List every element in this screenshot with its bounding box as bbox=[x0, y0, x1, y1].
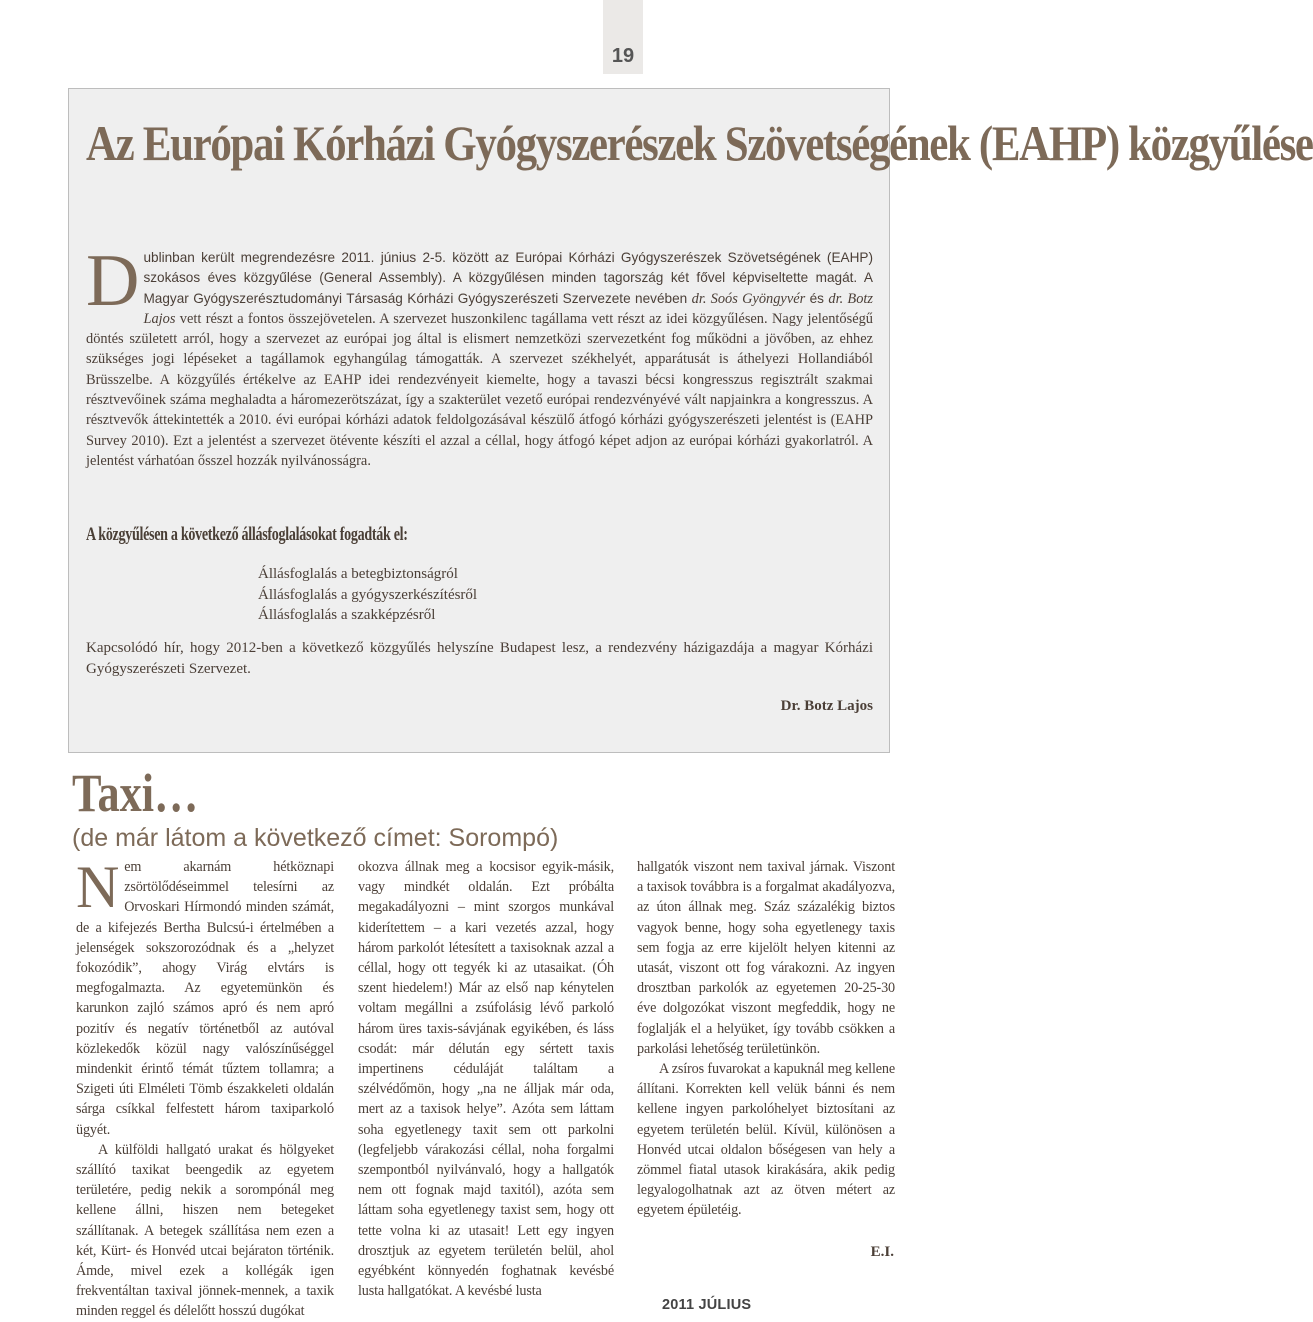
column-3: hallgatók viszont nem taxival járnak. Viszont a taxisok továbbra is a forgalmat akadályozva, az úton állnak meg. Száz százalékig biztos vagyok benne, hogy soha egyetlenegy taxis sem fogja az erre kijelölt helyen kitenni az utasát, viszont ott fog várakozni. Az ingyen drosztban parkolók az egyetemen 20-25-30 éve dolgozókat viszont megfeddik, hogy ne foglalják el a helyüket, így tovább csökken a parkolási lehetőség területünkön. A zsíros fuvarokat a kapuknál meg kellene állítani. Korrekten kell velük bánni és nem kellene ingyen parkolóhelyet biztosítani az egyetem területén belül. Kívül, különösen a Honvéd utcai oldalon bőségesen van hely a zömmel fiatal utasok kirakására, akik pedig legyalogolhatnak azt az ötven métert az egyetem épületéig. bbox=[637, 859, 895, 1219]
taxi-signature: E.I. bbox=[870, 1244, 894, 1260]
article-signature: Dr. Botz Lajos bbox=[780, 698, 873, 714]
column-2: okozva állnak meg a kocsisor egyik-másik, vagy mindkét oldalán. Ezt próbálta megakadályozni – mint szorgos munkával kiderítettem – a kari vezetés azzal, hogy három parkolót létesített a taxisoknak azzal a céllal, hogy ott tegyék ki az utasaikat. (Óh szent hiedelem!) Már az első nap kénytelen voltam megállni a zsúfolásig lévő parkoló három üres taxis-sávjának egyikében, és láss csodát: már délután egy sértett taxis impertinens céduláját találtam a szélvédőmön, hogy „na ne álljak már oda, mert az a taxisok helye”. Azóta sem láttam soha egyetlenegy taxit sem ott parkolni (legfeljebb várakozási céllal, noha forgalmi szempontból nyilvánvaló, hogy a hallgatók nem ott fognak majd taxitól), azóta sem láttam soha egyetlenegy taxist sem, hogy ott tette volna ki az utasait! Lett egy ingyen drosztjuk az egyetem területén belül, ahol egyébként könnyedén foghatnak kevésbé lusta hallgatókat. A kevésbé lusta bbox=[358, 859, 614, 1300]
article-intro: Dublinban került megrendezésre 2011. június 2-5. között az Európai Kórházi Gyógyszerészek Szövetségének (EAHP) szokásos éves közgyűlése (General Assembly). A közgyűlésen minden tagország két fővel képviseltette magát. A Magyar Gyógyszerésztudományi Társaság Kórházi Gyógyszerészeti Szervezete nevében dr. Soós Gyöngyvér és dr. Botz Lajos vett részt a fontos összejövetelen. A szervezet huszonkilenc tagállama vett részt az idei közgyűlésen. Nagy jelentőségű döntés született arról, hogy a szervezet az európai jog által is elismert nemzetközi szervezetként fog működni a jövőben, az ehhez szükséges jogi lépéseket a tagállamok egyhangúlag támogatták. A szervezet székhelyét, apparátusát is áthelyezi Hollandiából Brüsszelbe. A közgyűlés értékelve az EAHP idei rendezvényeit kiemelte, hogy a tavaszi bécsi kongresszus regisztrált szakmai résztvevőinek száma meghaladta a háromezerötszázat, így a szakterület vezető európai rendezvényévé vált napjainkra a kongresszus. A résztvevők áttekintették a 2010. évi európai kórházi adatok feldolgozásával készülő átfogó kórházi gyógyszerészeti jelentést is (EAHP Survey 2010). Ezt a jelentést a szervezet ötévente készíti el azzal a céllal, hogy átfogó képet adjon az európai kórházi gyakorlatról. A jelentést várhatóan ősszel hozzák nyilvánosságra. bbox=[86, 240, 873, 469]
taxi-subtitle: (de már látom a következő címet: Sorompó) bbox=[72, 824, 559, 852]
article-title: Az Európai Kórházi Gyógyszerészek Szövetségének (EAHP) közgyűlése bbox=[86, 115, 1313, 171]
resolutions-list bbox=[258, 564, 477, 626]
author-name: dr. Botz Lajos bbox=[143, 290, 873, 327]
drop-cap: N bbox=[76, 854, 120, 920]
drop-cap: D bbox=[86, 240, 140, 322]
page-number: 19 bbox=[603, 0, 643, 74]
resolutions-heading: A közgyűlésen a következő állásfoglalásokat fogadták el: bbox=[86, 524, 408, 545]
related-news: Kapcsolódó hír, hogy 2012-ben a következő közgyűlés helyszíne Budapest lesz, a rendezvény házigazdája a magyar Kórházi Gyógyszerészeti Szervezet. bbox=[86, 640, 873, 677]
list-item: Állásfoglalás a szakképzésről bbox=[258, 607, 436, 623]
footer-date: 2011 JÚLIUS bbox=[662, 1297, 752, 1313]
author-name: dr. Soós Gyöngyvér bbox=[691, 290, 806, 307]
list-item: Állásfoglalás a gyógyszerkészítésről bbox=[258, 586, 478, 603]
list-item: Állásfoglalás a betegbiztonságról bbox=[258, 566, 458, 582]
column-1: Nem akarnám hétköznapi zsörtölődéseimmel telesírni az Orvoskari Hírmondó minden számát, de a kifejezés Bertha Bulcsú-i értelmében a jelenségek sokszorozódnak és a „helyzet fokozódik”, ahogy Virág elvtárs is megfogalmazta. Az egyetemünkön és karunkon zajló számos apró és nem apró pozitív és negatív történetből az autóval közlekedők közül nagy valószínűséggel mindenkit érintő témát tűztem tollamra; a Szigeti úti Elméleti Tömb északkeleti oldalán sárga csíkkal felfestett három taxiparkoló ügyét. A külföldi hallgató urakat és hölgyeket szállító taxikat beengedik az egyetem területére, pedig nekik a sorompónál meg kellene állni, hiszen nem betegeket szállítanak. A betegek szállítása nem ezen a két, Kürt- és Honvéd utcai bejáraton történik. Ámde, mivel ezek a kollégák igen frekventáltan taxival jönnek-mennek, a taxik minden reggel és délelőtt hosszú dugókat bbox=[76, 854, 334, 1320]
taxi-title: Taxi… bbox=[72, 763, 199, 823]
